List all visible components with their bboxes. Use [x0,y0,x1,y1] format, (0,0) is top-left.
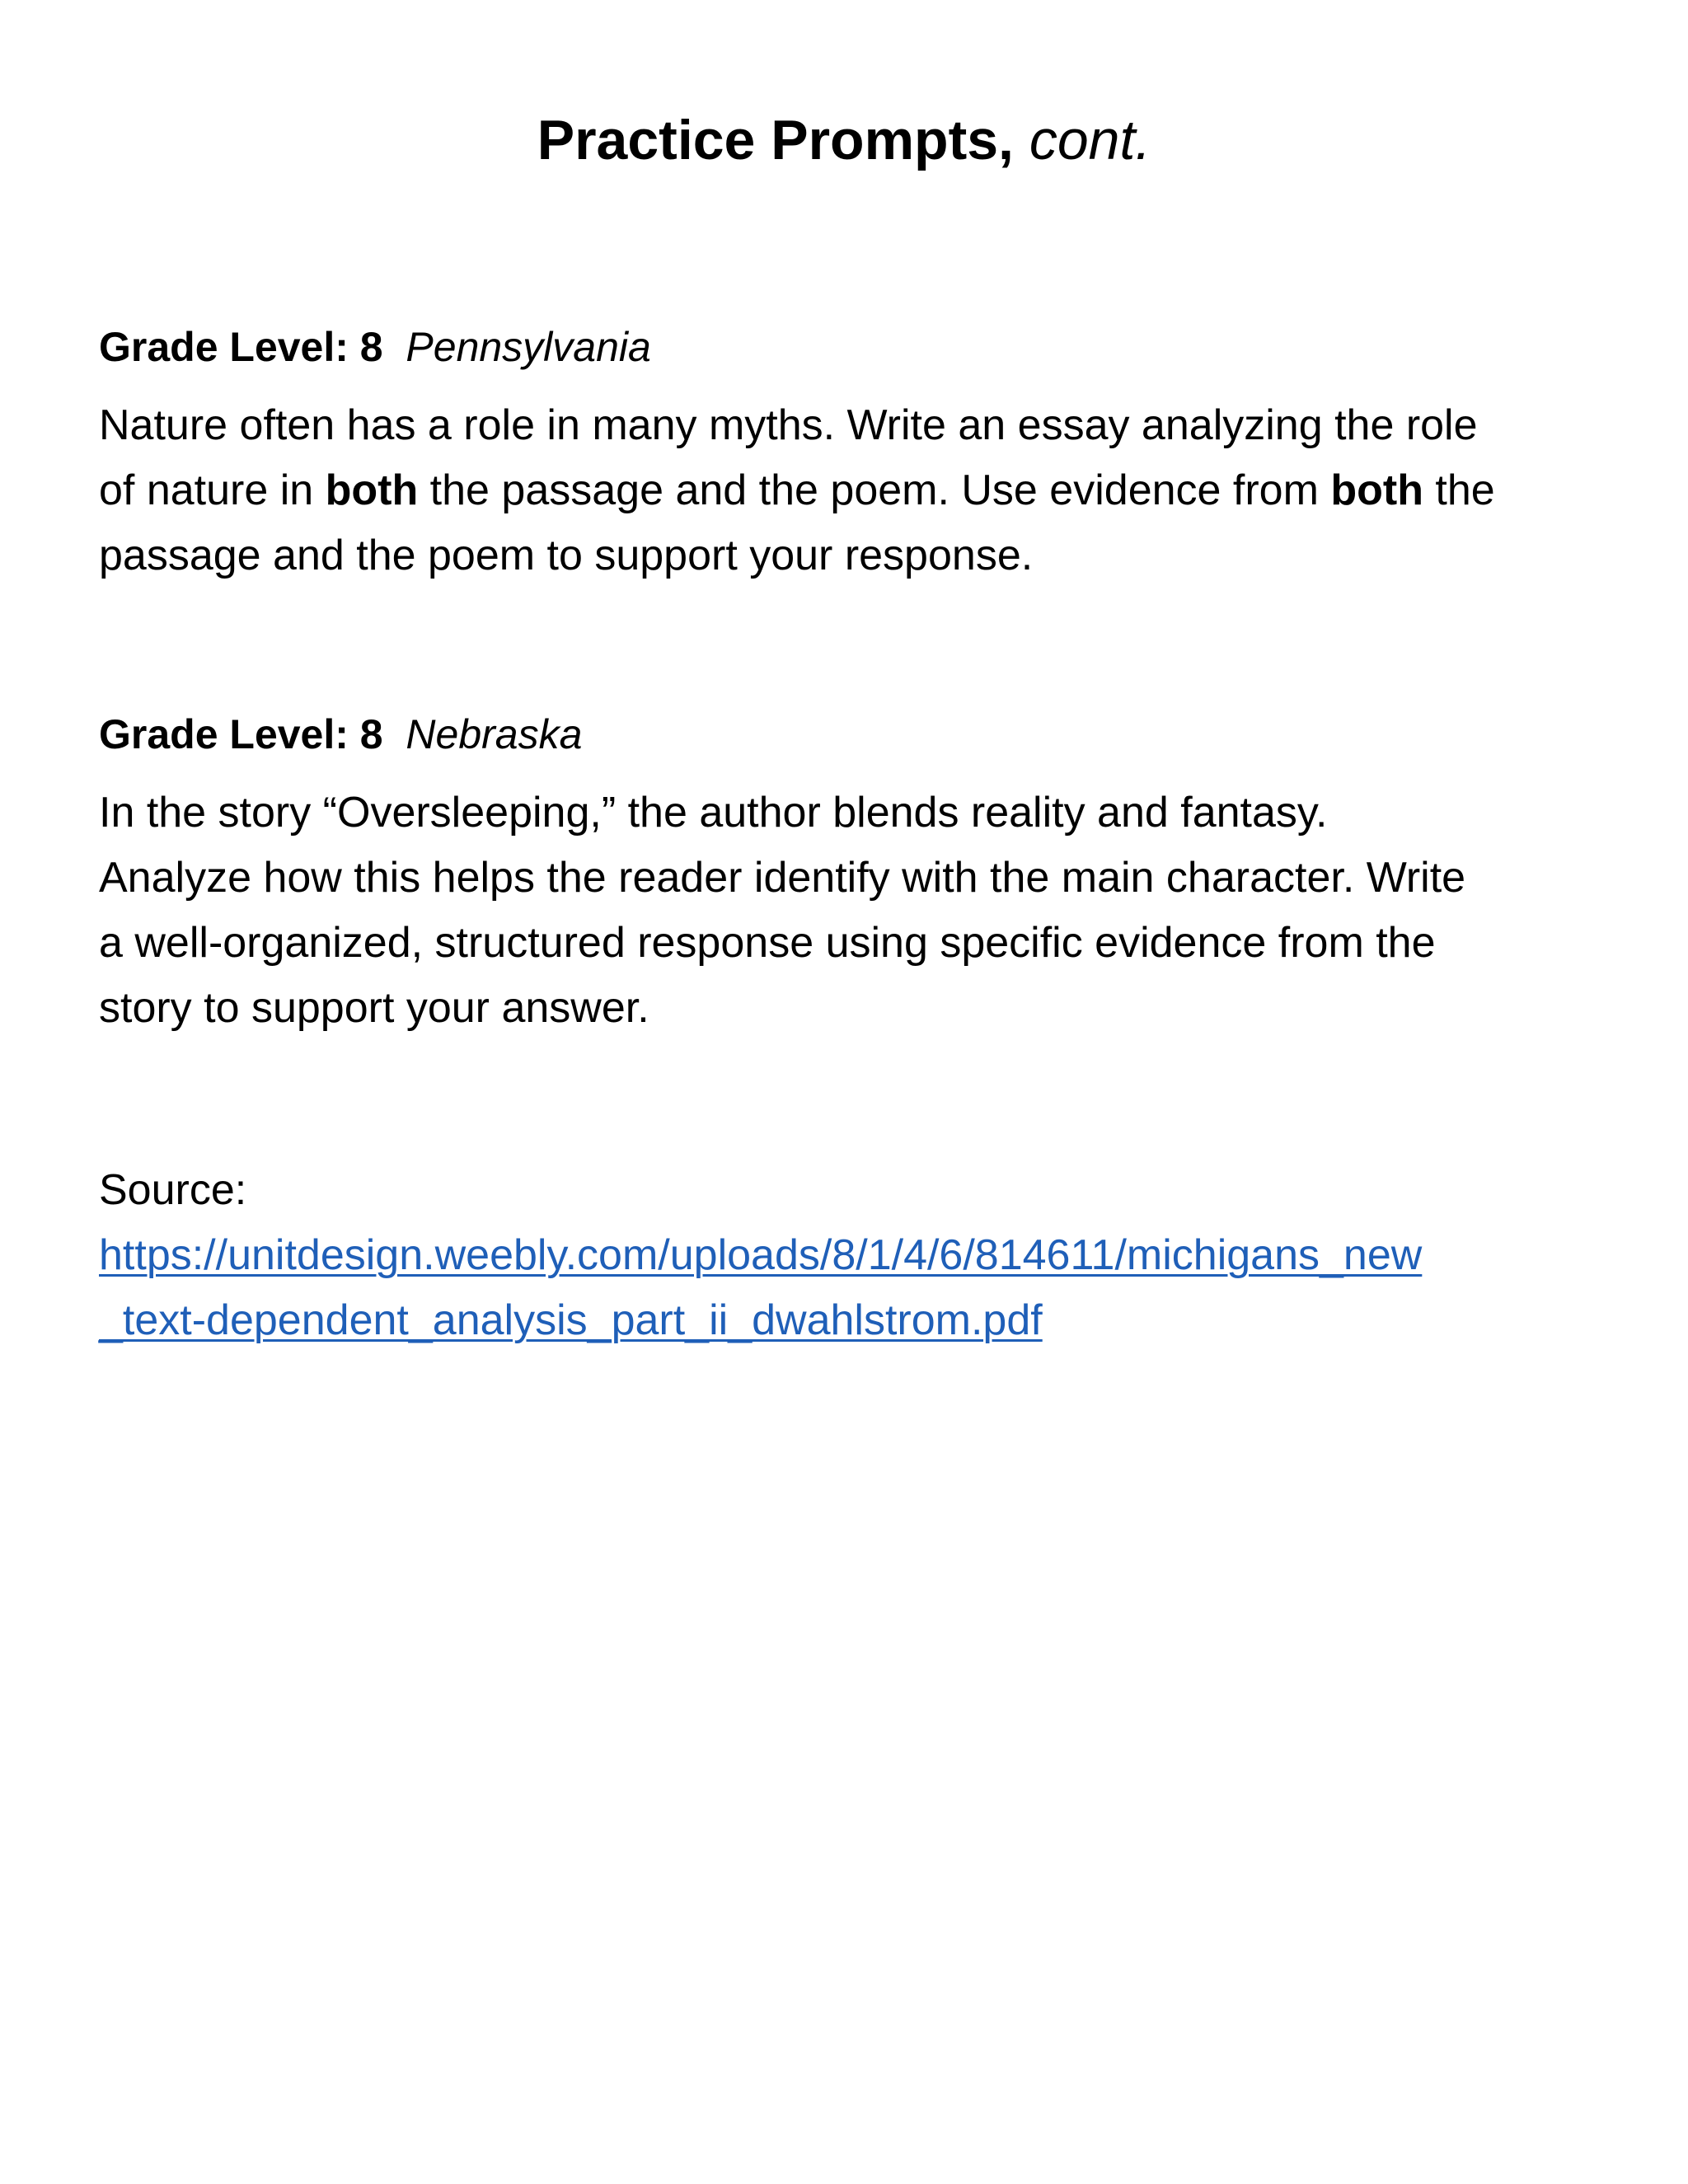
prompt-text [99,780,1615,1041]
title-main: Practice Prompts, [537,109,1014,171]
source-section [99,1158,1615,1353]
text-segment: passage and the poem to support your response. [99,532,1034,579]
source-link[interactable] [99,1223,1615,1353]
prompt-line: a well-organized, structured response using specific evidence from the [99,919,1436,967]
text-segment: of nature in [99,466,326,514]
source-label: Source: [99,1166,247,1214]
grade-level-label: Grade Level: 8 [99,711,383,757]
prompt-line: Analyze how this helps the reader identify with the main character. Write [99,854,1466,902]
prompt-line [99,523,1615,588]
emphasis-both: both [325,466,419,514]
page-title [0,103,1688,177]
state-name: Pennsylvania [406,324,651,370]
prompt-heading [99,317,1615,377]
prompt-pennsylvania [99,317,1615,588]
prompt-line [99,458,1615,523]
text-segment: the [1423,466,1495,514]
prompt-text [99,393,1615,588]
source-url-line-2: _text-dependent_analysis_part_ii_dwahlstrom.pdf [99,1296,1043,1344]
emphasis-both: both [1330,466,1423,514]
title-suffix: cont. [1029,109,1151,171]
prompt-heading [99,705,1615,764]
source-url-line-1: https://unitdesign.weebly.com/uploads/8/1/4/6/814611/michigans_new [99,1231,1423,1279]
prompt-line: story to support your answer. [99,984,649,1032]
prompt-nebraska [99,705,1615,1041]
text-segment: the passage and the poem. Use evidence from [418,466,1331,514]
state-name: Nebraska [406,711,583,757]
source-text [99,1158,1615,1353]
prompt-line: In the story “Oversleeping,” the author blends reality and fantasy. [99,789,1328,837]
grade-level-label: Grade Level: 8 [99,324,383,370]
prompt-line [99,393,1615,458]
text-segment: Nature often has a role in many myths. Write an essay analyzing the role [99,401,1478,449]
